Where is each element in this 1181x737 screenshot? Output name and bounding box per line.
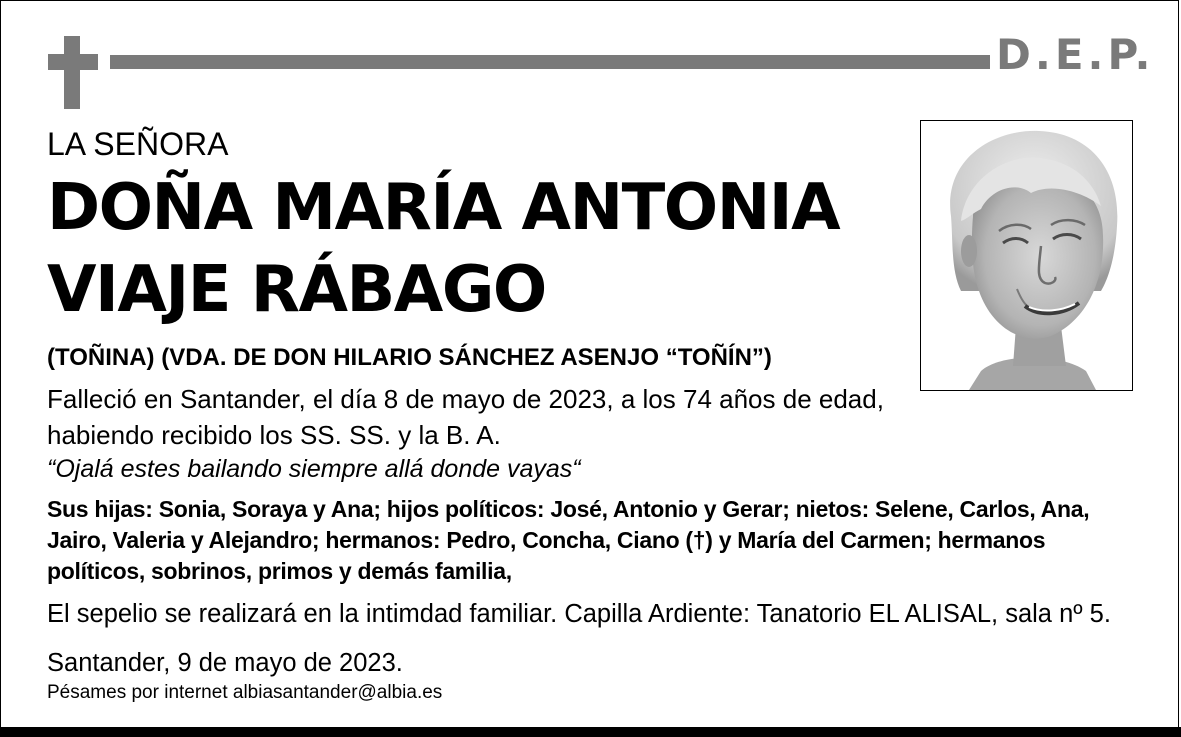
place-date: Santander, 9 de mayo de 2023.: [47, 649, 403, 677]
deceased-nickname: (TOÑINA) (VDA. DE DON HILARIO SÁNCHEZ ASENJO “TOÑÍN”): [47, 344, 772, 371]
death-notice-line2: habiendo recibido los SS. SS. y la B. A.: [47, 420, 501, 450]
title-prefix: LA SEÑORA: [47, 126, 229, 162]
bottom-rule: [0, 727, 1181, 737]
cross-icon: [64, 36, 80, 109]
death-notice-line1: Falleció en Santander, el día 8 de mayo de 2023, a los 74 años de edad,: [47, 384, 884, 414]
family-list: Sus hijas: Sonia, Soraya y Ana; hijos políticos: José, Antonio y Gerar; nietos: Selene, Carlos, Ana, Jairo, Valeria y Alejandro; hermanos: Pedro, Concha, Ciano (†) y María del Carmen; hermanos políticos, sobrinos, primos y demás familia,: [47, 496, 1090, 584]
header-divider: [110, 55, 990, 69]
death-notice: [47, 381, 884, 453]
portrait-photo: [920, 120, 1133, 391]
portrait-illustration: [921, 121, 1132, 390]
cross-icon-arm: [48, 54, 98, 70]
deceased-name-line1: DOÑA MARÍA ANTONIA: [47, 171, 840, 245]
deceased-name-line2: VIAJE RÁBAGO: [47, 253, 546, 327]
memorial-quote: “Ojalá estes bailando siempre allá donde vayas“: [47, 455, 581, 483]
funeral-details: El sepelio se realizará en la intimdad familiar. Capilla Ardiente: Tanatorio EL ALISAL, sala nº 5.: [47, 600, 1111, 628]
dep-label: D.E.P.: [996, 30, 1155, 79]
condolences-contact: Pésames por internet albiasantander@albia.es: [47, 682, 443, 703]
